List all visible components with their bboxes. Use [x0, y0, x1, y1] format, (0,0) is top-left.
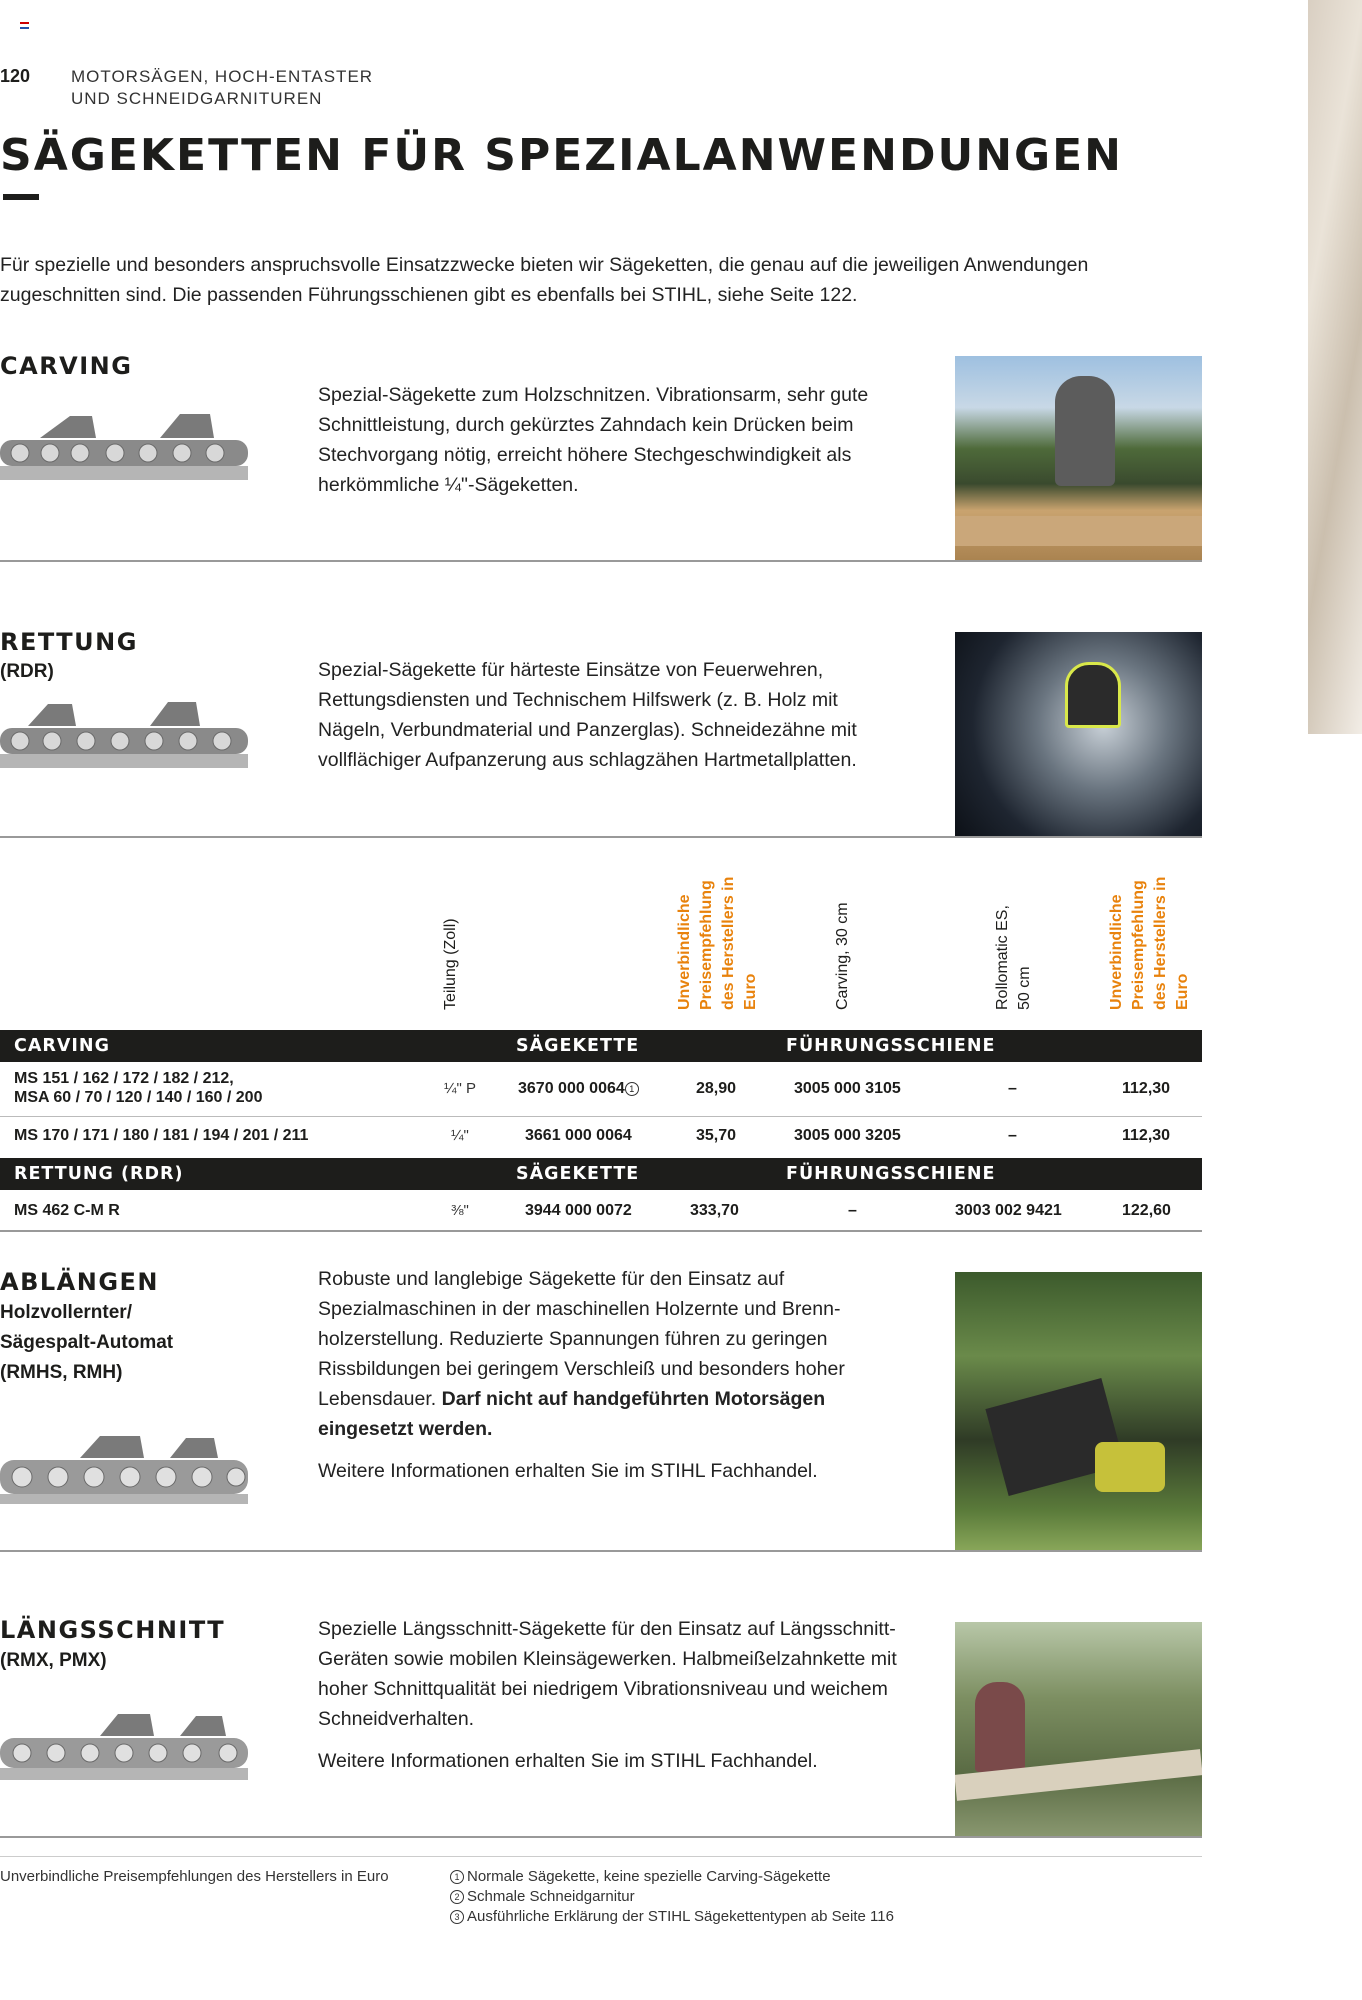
footer-note: Unverbindliche Preisempfehlungen des Herstellers in Euro — [0, 1868, 389, 1885]
footnote — [450, 1868, 831, 1885]
col-header-price: Unverbindliche Preisempfehlung des Herstellers in Euro — [1108, 876, 1191, 1010]
title-underline — [3, 194, 39, 200]
section-title-laengsschnitt: LÄNGSSCHNITT — [0, 1616, 226, 1644]
photo-ablaengen — [955, 1272, 1202, 1552]
bar-carving: – — [848, 1202, 857, 1219]
chain-label: SÄGEKETTE — [516, 1164, 640, 1184]
bar-price: 112,30 — [1122, 1127, 1171, 1144]
saw-chain-image — [0, 408, 250, 492]
section-text-ablaengen — [318, 1264, 898, 1444]
footnote-marker: 1 — [625, 1082, 639, 1096]
footnote — [450, 1888, 635, 1905]
bar-price: 112,30 — [1122, 1080, 1171, 1097]
saw-chain-image — [0, 696, 250, 780]
saw-chain-image — [0, 1432, 250, 1516]
photo-laengsschnitt — [955, 1622, 1202, 1838]
photo-carving — [955, 356, 1202, 562]
group-name: RETTUNG (RDR) — [14, 1164, 184, 1184]
divider — [0, 1230, 1202, 1232]
footnote-number: 1 — [450, 1870, 464, 1884]
section-subtitle-laengsschnitt: (RMX, PMX) — [0, 1650, 107, 1671]
edge-photo — [1308, 0, 1362, 734]
pitch: ⅜" — [451, 1202, 469, 1219]
chapter-line-1: MOTORSÄGEN, HOCH-ENTASTER — [71, 67, 374, 86]
price: 35,70 — [696, 1127, 737, 1144]
chapter-line-2: UND SCHNEIDGARNITUREN — [71, 89, 323, 108]
footnote-text: Schmale Schneidgarnitur — [467, 1888, 635, 1905]
group-name: CARVING — [14, 1036, 110, 1056]
text-body: Robuste und langlebige Sägekette für den Einsatz auf Spezialmaschinen in der maschinellen Holzernte und Brennholzerstellung. Reduzierte Spannungen führen zu geringen Rissbildungen bei geringem Verschleiß und besonders hoher Lebensdauer. — [318, 1268, 845, 1410]
col-header-price: Unverbindliche Preisempfehlung des Herstellers in Euro — [676, 876, 759, 1010]
section-title-ablaengen: ABLÄNGEN — [0, 1268, 159, 1296]
footnote-text: Normale Sägekette, keine spezielle Carving-Sägekette — [467, 1868, 831, 1885]
divider — [0, 1856, 1202, 1857]
footnote-text: Ausführliche Erklärung der STIHL Sägekettentypen ab Seite 116 — [467, 1908, 894, 1925]
chain-number: 3944 000 0072 — [525, 1202, 632, 1219]
model-2: MSA 60 / 70 / 120 / 140 / 160 / 200 — [14, 1089, 263, 1106]
table-row — [0, 1064, 1202, 1116]
section-title-rettung: RETTUNG — [0, 628, 138, 656]
chain-number: 3670 000 0064 — [518, 1080, 625, 1097]
model: MS 462 C-M R — [14, 1202, 120, 1219]
bar-price: 122,60 — [1122, 1202, 1171, 1219]
table-group-header — [0, 1030, 1202, 1062]
pitch: ¼" — [451, 1127, 469, 1144]
chain-number-cell — [518, 1080, 642, 1098]
footnote-number: 2 — [450, 1890, 464, 1904]
pitch: ¼" P — [444, 1080, 477, 1097]
section-title-carving: CARVING — [0, 352, 133, 380]
model: MS 170 / 171 / 180 / 181 / 194 / 201 / 211 — [14, 1127, 309, 1144]
section-subtitle-ablaengen: Holzvollernter/ Sägespalt-Automat (RMHS, RMH) — [0, 1302, 174, 1383]
price: 28,90 — [696, 1080, 737, 1097]
section-text-carving: Spezial-Sägekette zum Holzschnitzen. Vibrationsarm, sehr gute Schnittleistung, durch gekürztes Zahndach kein Drücken beim Stechvorgang nötig, erreicht höhere Stechgeschwindigkeit als herkömmliche ¼"-Sägeketten. — [318, 384, 869, 496]
saw-chain-image — [0, 1708, 250, 1792]
warning-text: Darf nicht auf handgeführten Motorsägen eingesetzt werden. — [318, 1388, 826, 1440]
divider — [0, 1550, 1202, 1552]
bar-rollomatic: – — [1008, 1080, 1017, 1097]
page-title: SÄGEKETTEN FÜR SPEZIALANWENDUNGEN — [0, 130, 1124, 181]
bar-rollomatic: – — [1008, 1127, 1017, 1144]
col-header-carving: Carving, 30 cm — [834, 902, 851, 1010]
footnote-number: 3 — [450, 1910, 464, 1924]
page-number: 120 — [0, 66, 31, 86]
chain-label: SÄGEKETTE — [516, 1036, 640, 1056]
footnote — [450, 1908, 894, 1925]
row-divider — [0, 1116, 1202, 1117]
photo-rettung — [955, 632, 1202, 838]
more-info-text: Weitere Informationen erhalten Sie im STIHL Fachhandel. — [318, 1750, 818, 1772]
divider — [0, 1836, 1202, 1838]
more-info-text: Weitere Informationen erhalten Sie im STIHL Fachhandel. — [318, 1460, 818, 1482]
section-text-laengsschnitt: Spezielle Längsschnitt-Sägekette für den Einsatz auf Längsschnitt-Geräten sowie mobilen Kleinsägewerken. Halbmeißelzahnkette mit hoher Schnittqualität bei niedrigem Vibrationsniveau und weichem Schneidverhalten. — [318, 1618, 897, 1730]
bar-carving: 3005 000 3105 — [794, 1080, 901, 1097]
intro-text: Für spezielle und besonders anspruchsvolle Einsatzzwecke bieten wir Sägeketten, die genau auf die jeweiligen Anwendungen zugeschnitten sind. Die passenden Führungsschienen gibt es ebenfalls bei STIHL, siehe Seite 122. — [0, 254, 1089, 306]
divider — [0, 836, 1202, 838]
bar-label: FÜHRUNGSSCHIENE — [786, 1036, 996, 1056]
bar-carving: 3005 000 3205 — [794, 1127, 901, 1144]
bar-label: FÜHRUNGSSCHIENE — [786, 1164, 996, 1184]
table-row — [0, 1192, 1202, 1228]
col-header-rollomatic: Rollomatic ES, 50 cm — [994, 905, 1033, 1010]
chain-number: 3661 000 0064 — [525, 1127, 632, 1144]
table-row — [0, 1118, 1202, 1154]
table-group-header — [0, 1158, 1202, 1190]
section-text-rettung: Spezial-Sägekette für härteste Einsätze von Feuerwehren, Rettungsdiensten und Technischem Hilfswerk (z. B. Holz mit Nägeln, Verbundmaterial und Panzerglas). Schneidezähne mit vollflächiger Aufpanzerung aus schlagzähen Hartmetallplatten. — [318, 659, 857, 771]
section-subtitle-rettung: (RDR) — [0, 661, 54, 682]
model: MS 151 / 162 / 172 / 182 / 212, — [14, 1070, 234, 1087]
col-header-teilung: Teilung (Zoll) — [442, 918, 459, 1010]
bar-rollomatic: 3003 002 9421 — [955, 1202, 1062, 1219]
flag-icon — [20, 22, 29, 29]
divider — [0, 560, 1202, 562]
price: 333,70 — [690, 1202, 739, 1219]
